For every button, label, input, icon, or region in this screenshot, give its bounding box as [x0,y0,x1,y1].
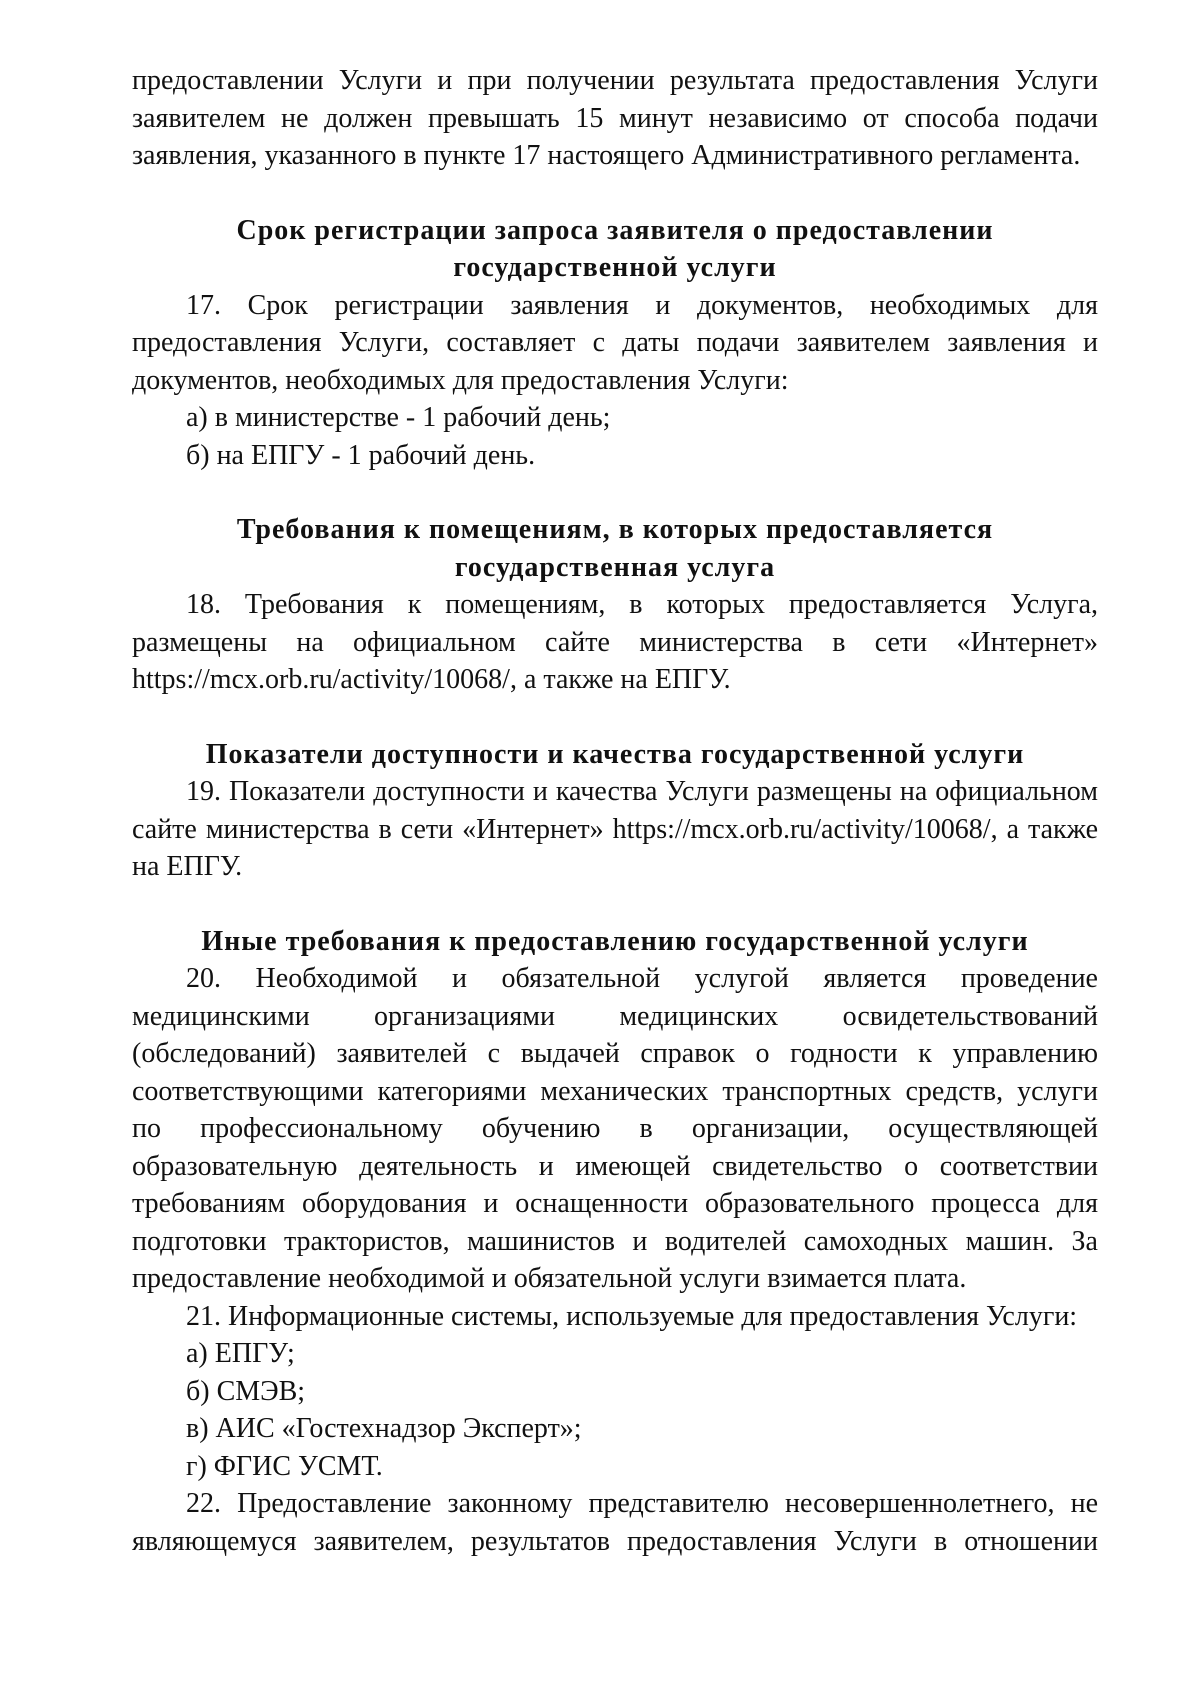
paragraph-20: 20. Необходимой и обязательной услугой является проведение медицинскими организациями медицинских освидетельствований (обследований) заявителей с выдачей справок о годности к управлению соответствующими категориями механических транспортных средств, услуги по профессиональному обучению в организации, осуществляющей образовательную деятельность и имеющей свидетельство о соответствии требованиям оборудования и оснащенности образовательного процесса для подготовки трактористов, машинистов и водителей самоходных машин. За предоставление необходимой и обязательной услуги взимается плата. [132,963,1098,1294]
spacer [132,699,1098,736]
paragraph-22: 22. Предоставление законному представителю несовершеннолетнего, не являющемуся заявителем, результатов предоставления Услуги в отношении [132,1488,1098,1557]
paragraph-19: 19. Показатели доступности и качества Услуги размещены на официальном сайте министерства в сети «Интернет» https://mcx.orb.ru/activity/10068/, а также на ЕПГУ. [132,776,1098,882]
list-item-21a: а) ЕПГУ; [186,1338,295,1369]
list-item-21b: б) СМЭВ; [186,1375,306,1407]
paragraph-17: 17. Срок регистрации заявления и документов, необходимых для предоставления Услуги, составляет с даты подачи заявителем заявления и документов, необходимых для предоставления Услуги: [132,289,1098,396]
list-item-17a: а) в министерстве - 1 рабочий день; [186,402,611,433]
spacer [132,886,1098,923]
paragraph-21: 21. Информационные системы, используемые для предоставления Услуги: [186,1300,1078,1332]
heading-quality: Показатели доступности и качества государственной услуги [205,738,1025,770]
list-item-21d: г) ФГИС УСМТ. [186,1450,383,1482]
intro-paragraph: предоставлении Услуги и при получении результата предоставления Услуги заявителем не должен превышать 15 минут независимо от способа подачи заявления, указанного в пункте 17 настоящего Административного регламента. [132,65,1098,171]
heading-registration-line2: государственной услуги [453,252,777,283]
spacer [132,474,1098,511]
paragraph-18: 18. Требования к помещениям, в которых предоставляется Услуга, размещены на официальном сайте министерства в сети «Интернет» https://mcx.orb.ru/activity/10068/, а также на ЕПГУ. [132,589,1098,695]
list-item-17b: б) на ЕПГУ - 1 рабочий день. [186,439,536,471]
heading-premises-line2: государственная услуга [454,551,776,583]
list-item-21c: в) АИС «Гостехнадзор Эксперт»; [186,1413,582,1444]
heading-premises-line1: Требования к помещениям, в которых предоставляется [236,514,994,545]
heading-other-requirements: Иные требования к предоставлению государственной услуги [201,925,1029,957]
heading-registration-line1: Срок регистрации запроса заявителя о предоставлении [236,214,994,246]
spacer [132,175,1098,212]
document-page [132,62,1098,1560]
